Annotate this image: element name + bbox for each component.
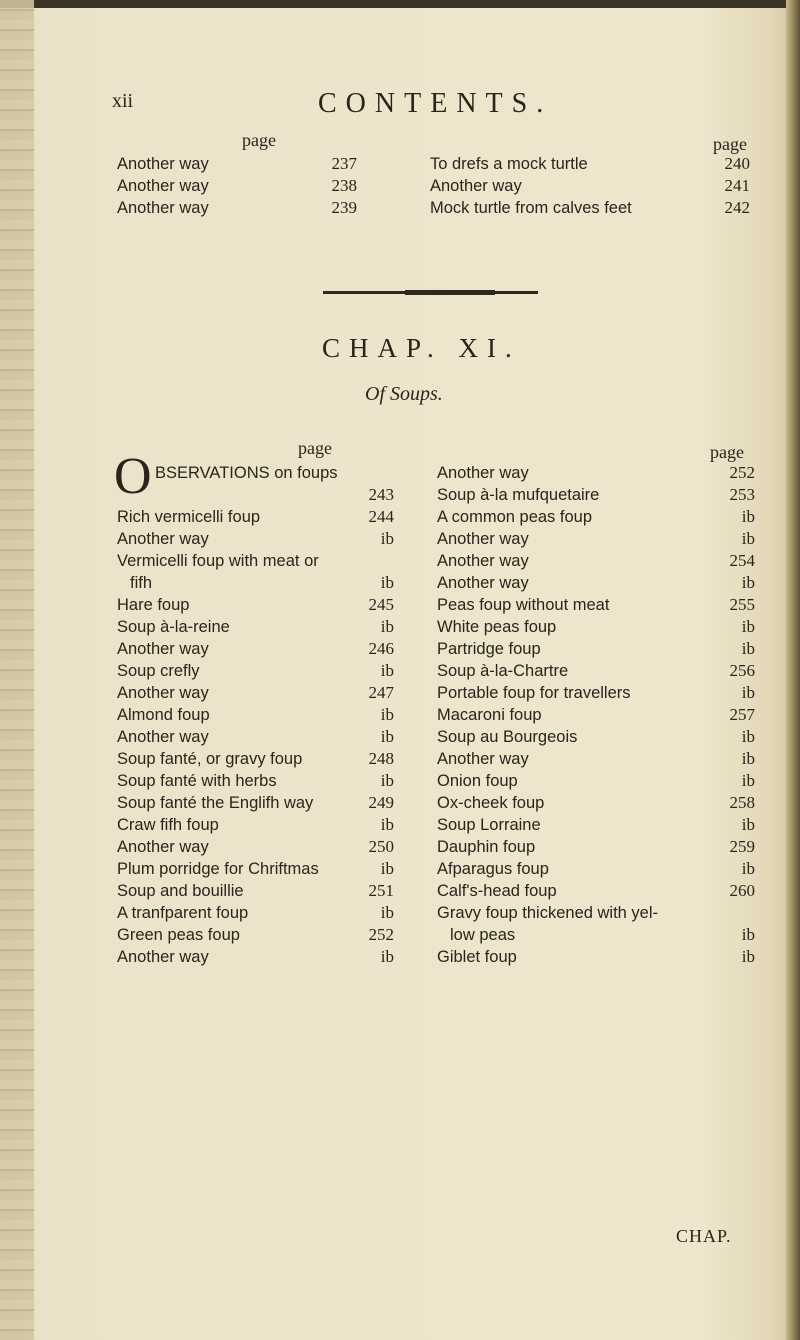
top-entries-left bbox=[117, 153, 357, 219]
entry-page: ib bbox=[741, 639, 755, 658]
entry-page: ib bbox=[380, 661, 394, 680]
entry-page: ib bbox=[741, 617, 755, 636]
contents-entry bbox=[117, 484, 394, 506]
entry-page: ib bbox=[380, 771, 394, 790]
entry-title: Soup à-la mufquetaire bbox=[437, 486, 600, 504]
contents-entry bbox=[117, 175, 357, 197]
contents-entry bbox=[117, 594, 394, 616]
entry-title: Portable foup for travellers bbox=[437, 684, 631, 702]
soup-entries-right bbox=[437, 462, 755, 968]
entry-page: ib bbox=[741, 507, 755, 526]
entry-page: ib bbox=[380, 947, 394, 966]
top-entries-right bbox=[430, 153, 750, 219]
entry-page: 260 bbox=[729, 881, 755, 900]
entry-page: 247 bbox=[368, 683, 394, 702]
entry-title: Soup fanté the Englifh way bbox=[117, 794, 314, 812]
contents-entry bbox=[437, 528, 755, 550]
entry-title: Soup au Bourgeois bbox=[437, 728, 578, 746]
page-column-head-left: page bbox=[298, 438, 332, 458]
entry-page: ib bbox=[380, 815, 394, 834]
contents-entry bbox=[430, 175, 750, 197]
entry-page: ib bbox=[741, 749, 755, 768]
entry-title: low peas bbox=[450, 926, 516, 944]
page-right-edge bbox=[786, 0, 800, 1340]
entry-title: Almond foup bbox=[117, 706, 210, 724]
entry-title: Giblet foup bbox=[437, 948, 517, 966]
entry-title: Another way bbox=[117, 199, 209, 217]
contents-entry bbox=[117, 528, 394, 550]
contents-entry bbox=[437, 594, 755, 616]
chapter-heading: CHAP. XI. bbox=[322, 333, 521, 363]
entry-page: 245 bbox=[368, 595, 394, 614]
entry-title: BSERVATIONS on foups bbox=[155, 464, 338, 482]
entry-page: 237 bbox=[331, 154, 357, 173]
contents-entry bbox=[117, 197, 357, 219]
entry-title: Another way bbox=[117, 728, 209, 746]
contents-entry bbox=[117, 682, 394, 704]
entry-title: Another way bbox=[437, 464, 529, 482]
contents-entry bbox=[117, 704, 394, 726]
entry-title: Green peas foup bbox=[117, 926, 240, 944]
entry-title: A tranfparent foup bbox=[117, 904, 249, 922]
entry-page: 243 bbox=[368, 485, 394, 504]
contents-entry bbox=[430, 153, 750, 175]
entry-title: Soup fanté with herbs bbox=[117, 772, 277, 790]
entry-page: 252 bbox=[729, 463, 755, 482]
contents-entry bbox=[437, 572, 755, 594]
entry-title: Craw fifh foup bbox=[117, 816, 219, 834]
entry-page: 238 bbox=[331, 176, 357, 195]
contents-entry bbox=[437, 462, 755, 484]
entry-page: 259 bbox=[729, 837, 755, 856]
entry-page: ib bbox=[380, 573, 394, 592]
contents-entry bbox=[437, 550, 755, 572]
entry-page: 241 bbox=[724, 176, 750, 195]
entry-page: 239 bbox=[331, 198, 357, 217]
entry-title: Soup fanté, or gravy foup bbox=[117, 750, 303, 768]
entry-title: fifh bbox=[130, 574, 153, 592]
entry-page: ib bbox=[741, 925, 755, 944]
drop-cap: O bbox=[114, 448, 152, 505]
entry-title: Soup à-la-Chartre bbox=[437, 662, 569, 680]
contents-entry bbox=[437, 946, 755, 968]
entry-page: 240 bbox=[724, 154, 750, 173]
entry-page: ib bbox=[380, 727, 394, 746]
contents-entry bbox=[117, 858, 394, 880]
entry-page: ib bbox=[380, 859, 394, 878]
entry-page: 246 bbox=[368, 639, 394, 658]
entry-title: Rich vermicelli foup bbox=[117, 508, 261, 526]
contents-entry bbox=[117, 572, 394, 594]
entry-title: Ox-cheek foup bbox=[437, 794, 545, 812]
contents-entry bbox=[437, 726, 755, 748]
contents-entry bbox=[117, 924, 394, 946]
entry-page: ib bbox=[741, 529, 755, 548]
entry-title: Partridge foup bbox=[437, 640, 541, 658]
contents-entry bbox=[437, 792, 755, 814]
entry-page: ib bbox=[741, 573, 755, 592]
entry-title: Another way bbox=[117, 177, 209, 195]
contents-entry bbox=[117, 726, 394, 748]
entry-page: 249 bbox=[368, 793, 394, 812]
entry-title: Dauphin foup bbox=[437, 838, 536, 856]
entry-title: Soup à-la-reine bbox=[117, 618, 230, 636]
contents-entry bbox=[117, 770, 394, 792]
contents-entry bbox=[117, 902, 394, 924]
entry-page: 253 bbox=[729, 485, 755, 504]
entry-title: To drefs a mock turtle bbox=[430, 155, 588, 173]
page-column-head-right: page bbox=[710, 442, 744, 462]
entry-title: Plum porridge for Chriftmas bbox=[117, 860, 319, 878]
contents-entry bbox=[437, 858, 755, 880]
entry-title: White peas foup bbox=[437, 618, 557, 636]
entry-page: ib bbox=[741, 683, 755, 702]
contents-entry bbox=[437, 902, 755, 924]
entry-title: Macaroni foup bbox=[437, 706, 542, 724]
entry-page: ib bbox=[380, 529, 394, 548]
entry-title: Another way bbox=[117, 684, 209, 702]
contents-entry bbox=[437, 748, 755, 770]
entry-page: 242 bbox=[724, 198, 750, 217]
entry-page: 244 bbox=[368, 507, 394, 526]
entry-title: Another way bbox=[437, 750, 529, 768]
contents-entry bbox=[117, 946, 394, 968]
contents-entry bbox=[437, 924, 755, 946]
section-divider-ornament bbox=[405, 290, 495, 295]
entry-title: Peas foup without meat bbox=[437, 596, 610, 614]
contents-entry bbox=[117, 638, 394, 660]
contents-entry bbox=[437, 880, 755, 902]
entry-title: Onion foup bbox=[437, 772, 518, 790]
entry-page: ib bbox=[380, 617, 394, 636]
chapter-subtitle: Of Soups. bbox=[365, 383, 443, 405]
entry-page: ib bbox=[741, 815, 755, 834]
contents-entry bbox=[437, 506, 755, 528]
contents-entry bbox=[117, 616, 394, 638]
entry-title: Mock turtle from calves feet bbox=[430, 199, 632, 217]
entry-title: Vermicelli foup with meat or bbox=[117, 552, 319, 570]
contents-entry bbox=[117, 748, 394, 770]
entry-title: Calf's-head foup bbox=[437, 882, 557, 900]
contents-entry bbox=[117, 836, 394, 858]
entry-title: Another way bbox=[430, 177, 522, 195]
contents-entry bbox=[117, 506, 394, 528]
entry-title: Another way bbox=[437, 530, 529, 548]
entry-page: ib bbox=[741, 771, 755, 790]
entry-page: 254 bbox=[729, 551, 755, 570]
entry-title: Soup crefly bbox=[117, 662, 200, 680]
contents-entry bbox=[117, 660, 394, 682]
contents-entry bbox=[437, 616, 755, 638]
page-column-head-left: page bbox=[242, 130, 276, 150]
contents-entry bbox=[437, 682, 755, 704]
contents-entry bbox=[437, 770, 755, 792]
page-top-edge bbox=[0, 0, 800, 8]
contents-entry bbox=[437, 660, 755, 682]
entry-page: 251 bbox=[368, 881, 394, 900]
contents-entry bbox=[117, 792, 394, 814]
contents-entry bbox=[437, 836, 755, 858]
contents-entry bbox=[437, 704, 755, 726]
entry-page: 250 bbox=[368, 837, 394, 856]
entry-title: Gravy foup thickened with yel- bbox=[437, 904, 659, 922]
entry-page: 255 bbox=[729, 595, 755, 614]
entry-title: Another way bbox=[437, 552, 529, 570]
entry-title: Another way bbox=[117, 838, 209, 856]
entry-title: Another way bbox=[117, 155, 209, 173]
entry-title: Soup Lorraine bbox=[437, 816, 541, 834]
contents-entry bbox=[117, 814, 394, 836]
page-column-head-right: page bbox=[713, 134, 747, 154]
page-number: xii bbox=[112, 90, 134, 112]
entry-title: Another way bbox=[117, 640, 209, 658]
entry-page: ib bbox=[741, 947, 755, 966]
entry-title: Another way bbox=[117, 948, 209, 966]
entry-page: ib bbox=[380, 903, 394, 922]
entry-title: Soup and bouillie bbox=[117, 882, 244, 900]
contents-entry bbox=[437, 638, 755, 660]
contents-entry bbox=[117, 550, 394, 572]
contents-entry bbox=[117, 462, 394, 484]
soup-entries-left bbox=[117, 462, 394, 968]
contents-entry bbox=[117, 153, 357, 175]
entry-page: 248 bbox=[368, 749, 394, 768]
entry-title: A common peas foup bbox=[437, 508, 593, 526]
contents-entry bbox=[430, 197, 750, 219]
entry-page: ib bbox=[741, 727, 755, 746]
page-title: CONTENTS. bbox=[318, 88, 553, 119]
contents-entry bbox=[437, 484, 755, 506]
entry-title: Afparagus foup bbox=[437, 860, 549, 878]
contents-entry bbox=[437, 814, 755, 836]
binding-edge bbox=[0, 0, 34, 1340]
entry-page: 252 bbox=[368, 925, 394, 944]
entry-page: 257 bbox=[729, 705, 755, 724]
entry-title: Another way bbox=[437, 574, 529, 592]
entry-title: Hare foup bbox=[117, 596, 190, 614]
entry-page: ib bbox=[741, 859, 755, 878]
entry-title: Another way bbox=[117, 530, 209, 548]
entry-page: ib bbox=[380, 705, 394, 724]
entry-page: 258 bbox=[729, 793, 755, 812]
contents-entry bbox=[117, 880, 394, 902]
entry-page: 256 bbox=[729, 661, 755, 680]
running-header bbox=[0, 88, 800, 128]
catchword: CHAP. bbox=[676, 1226, 732, 1246]
